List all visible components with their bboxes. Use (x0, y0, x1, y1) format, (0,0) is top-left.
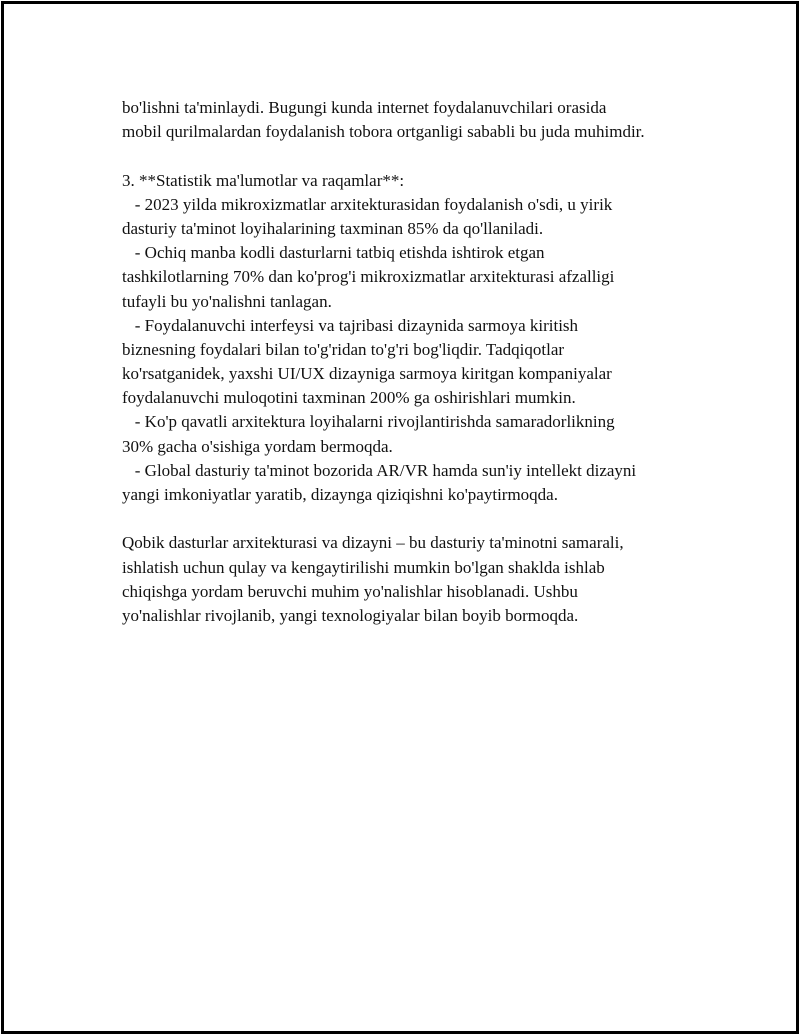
list-item-line: tufayli bu yo'nalishni tanlagan. (122, 291, 332, 311)
list-item-line: tashkilotlarning 70% dan ko'prog'i mikroxizmatlar arxitekturasi afzalligi (122, 267, 615, 287)
document-body (122, 96, 762, 628)
list-item-line: biznesning foydalari bilan to'g'ridan to'g'ri bog'liqdir. Tadqiqotlar (122, 339, 565, 359)
text-line: bo'lishni ta'minlaydi. Bugungi kunda internet foydalanuvchilari orasida (122, 98, 607, 117)
page-frame (1, 1, 799, 1034)
text-line: yo'nalishlar rivojlanib, yangi texnologiyalar bilan boyib bormoqda. (122, 605, 579, 625)
paragraph-intro-continuation (122, 96, 762, 144)
list-item-line: - Global dasturiy ta'minot bozorida AR/VR hamda sun'iy intellekt dizayni (122, 460, 637, 480)
list-item-line: - Foydalanuvchi interfeysi va tajribasi dizaynida sarmoya kiritish (122, 315, 579, 335)
list-item-line: - Ko'p qavatli arxitektura loyihalarni rivojlantirishda samaradorlikning (122, 412, 615, 432)
list-item-line: 30% gacha o'sishiga yordam bermoqda. (122, 436, 393, 456)
list-item-line: dasturiy ta'minot loyihalarining taxminan 85% da qo'llaniladi. (122, 218, 544, 238)
list-item-line: yangi imkoniyatlar yaratib, dizaynga qiziqishni ko'paytirmoqda. (122, 485, 558, 504)
list-item-line: foydalanuvchi muloqotini taxminan 200% ga oshirishlari mumkin. (122, 388, 576, 408)
section-heading: 3. **Statistik ma'lumotlar va raqamlar**: (122, 170, 405, 190)
text-line: ishlatish uchun qulay va kengaytirilishi mumkin bo'lgan shaklda ishlab (122, 557, 605, 577)
list-item-line: ko'rsatganidek, yaxshi UI/UX dizayniga sarmoya kiritgan kompaniyalar (122, 364, 612, 384)
text-line: chiqishga yordam beruvchi muhim yo'nalishlar hisoblanadi. Ushbu (122, 581, 578, 601)
paragraph-conclusion (122, 531, 762, 628)
list-item-line: - 2023 yilda mikroxizmatlar arxitekturasidan foydalanish o'sdi, u yirik (122, 194, 613, 214)
list-item-line: - Ochiq manba kodli dasturlarni tatbiq etishda ishtirok etgan (122, 243, 545, 263)
section-statistics (122, 169, 762, 508)
text-line: mobil qurilmalardan foydalanish tobora ortganligi sababli bu juda muhimdir. (122, 122, 645, 142)
text-line: Qobik dasturlar arxitekturasi va dizayni – bu dasturiy ta'minotni samarali, (122, 533, 624, 553)
